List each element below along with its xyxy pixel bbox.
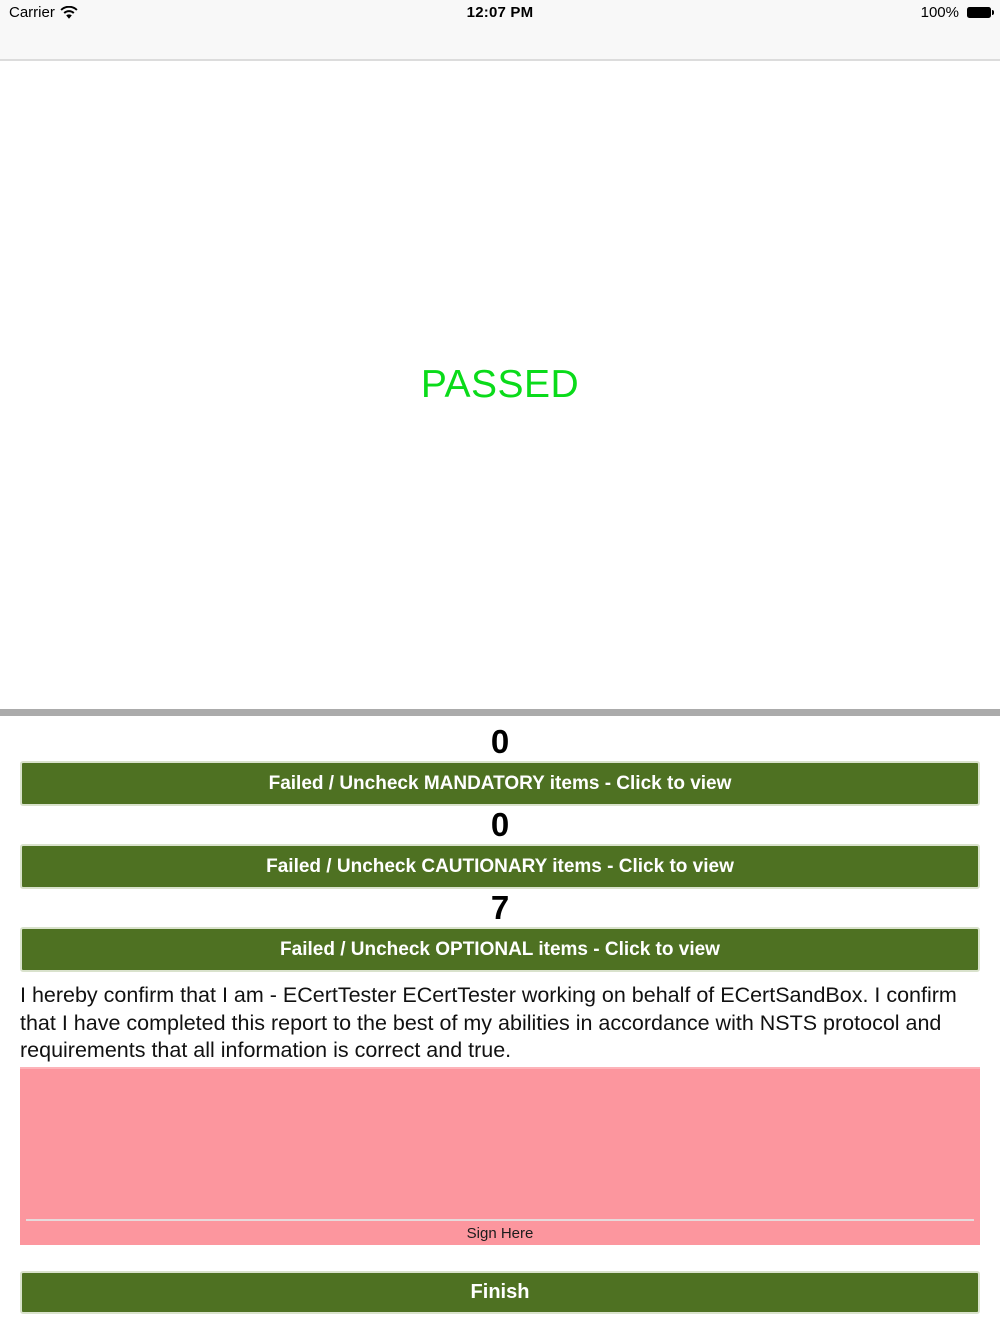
cautionary-failed-count: 0 bbox=[490, 806, 510, 843]
status-left bbox=[9, 4, 129, 21]
sign-here-label: Sign Here bbox=[466, 1224, 534, 1242]
status-right bbox=[871, 4, 991, 21]
clock: 12:07 PM bbox=[466, 4, 534, 21]
test-result-status: PASSED bbox=[420, 363, 580, 406]
wifi-icon bbox=[60, 6, 78, 19]
view-mandatory-items-button[interactable]: Failed / Uncheck MANDATORY items - Click to view bbox=[20, 761, 980, 806]
summary-panel bbox=[0, 723, 1000, 1314]
view-cautionary-items-button[interactable]: Failed / Uncheck CAUTIONARY items - Click to view bbox=[20, 844, 980, 889]
optional-failed-count: 7 bbox=[490, 889, 510, 926]
battery-icon bbox=[967, 7, 991, 18]
signature-pad[interactable] bbox=[20, 1067, 980, 1245]
split-divider bbox=[0, 709, 1000, 716]
status-bar-row bbox=[0, 0, 1000, 21]
battery-percent-label: 100% bbox=[920, 4, 959, 21]
signature-baseline bbox=[26, 1219, 974, 1221]
status-bar bbox=[0, 0, 1000, 61]
carrier-label: Carrier bbox=[9, 4, 55, 21]
confirmation-statement: I hereby confirm that I am - ECertTester ECertTester working on behalf of ECertSandBox. I confirm that I have completed this report to the best of my abilities in accordance with NSTS protocol and requirements that all information is correct and true. bbox=[20, 983, 957, 1062]
view-optional-items-button[interactable]: Failed / Uncheck OPTIONAL items - Click to view bbox=[20, 927, 980, 972]
finish-button[interactable]: Finish bbox=[20, 1271, 980, 1314]
report-preview-pane bbox=[0, 61, 1000, 709]
mandatory-failed-count: 0 bbox=[490, 723, 510, 760]
